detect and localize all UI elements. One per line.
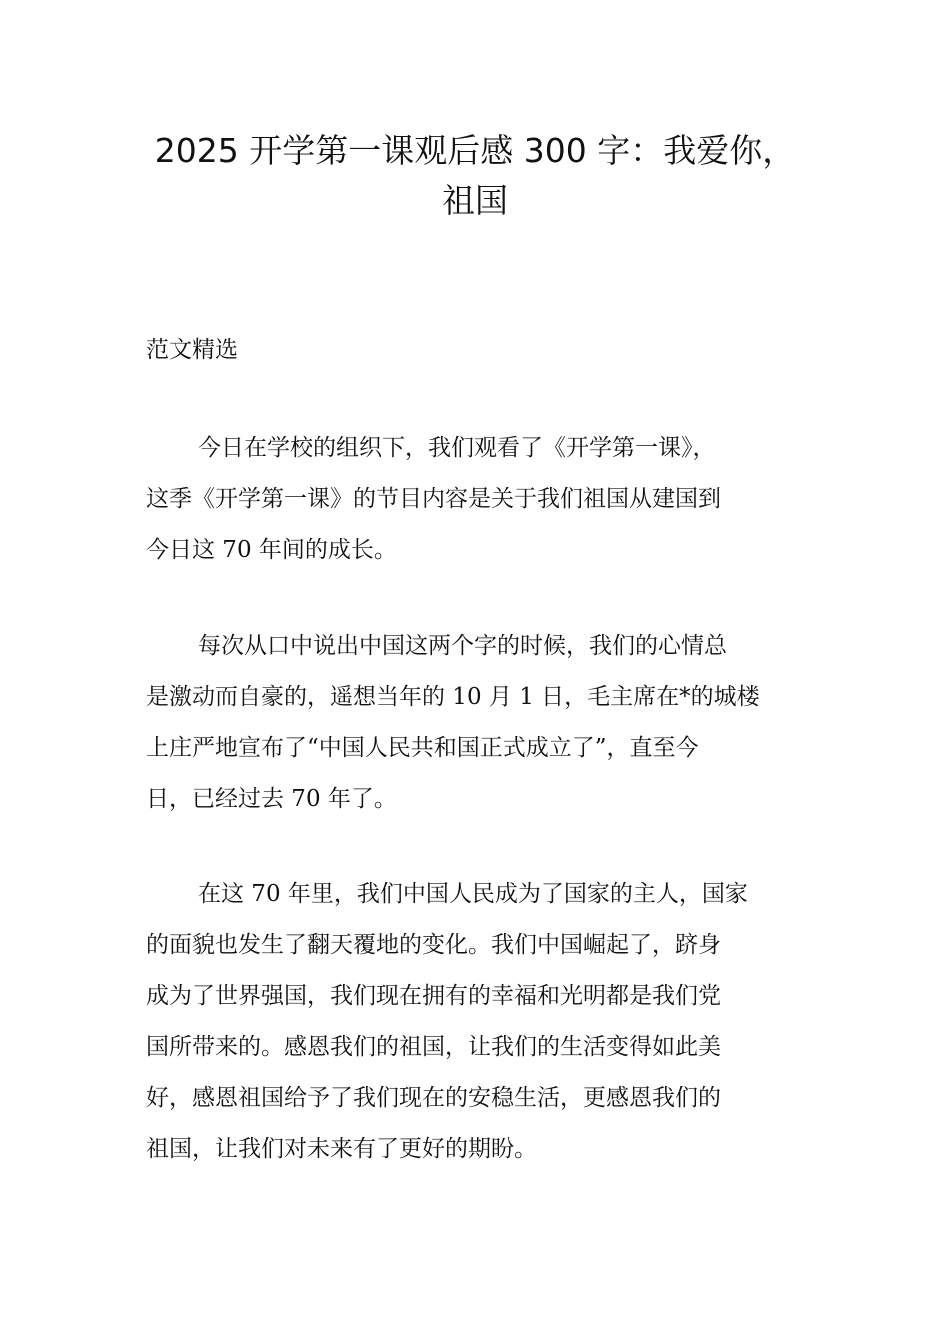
paragraph-line: 成为了世界强国，我们现在拥有的幸福和光明都是我们党 [146, 983, 721, 1009]
title-line: 2025 开学第一课观后感 300 字：我爱你， [154, 131, 796, 170]
paragraph-line: 日，已经过去 70 年了。 [146, 786, 397, 812]
paragraph-line: 上庄严地宣布了“中国人民共和国正式成立了”，直至今 [146, 735, 699, 761]
paragraph-1 [146, 423, 816, 576]
paragraph-2 [146, 621, 816, 825]
paragraph-line: 的面貌也发生了翻天覆地的变化。我们中国崛起了，跻身 [146, 932, 721, 958]
paragraph-line: 祖国，让我们对未来有了更好的期盼。 [146, 1136, 537, 1162]
paragraph-line: 在这 70 年里，我们中国人民成为了国家的主人，国家 [198, 881, 748, 907]
section-label: 范文精选 [146, 337, 238, 363]
paragraph-line: 这季《开学第一课》的节目内容是关于我们祖国从建国到 [146, 486, 721, 512]
title-line: 祖国 [442, 181, 508, 220]
paragraph-line: 每次从口中说出中国这两个字的时候，我们的心情总 [198, 633, 727, 659]
document-title [120, 126, 830, 226]
paragraph-line: 是激动而自豪的，遥想当年的 10 月 1 日，毛主席在*的城楼 [146, 684, 760, 710]
paragraph-3 [146, 869, 816, 1175]
paragraph-line: 国所带来的。感恩我们的祖国，让我们的生活变得如此美 [146, 1034, 721, 1060]
paragraph-line: 今日这 70 年间的成长。 [146, 537, 397, 563]
paragraph-line: 好，感恩祖国给予了我们现在的安稳生活，更感恩我们的 [146, 1085, 721, 1111]
paragraph-line: 今日在学校的组织下，我们观看了《开学第一课》， [198, 435, 716, 461]
